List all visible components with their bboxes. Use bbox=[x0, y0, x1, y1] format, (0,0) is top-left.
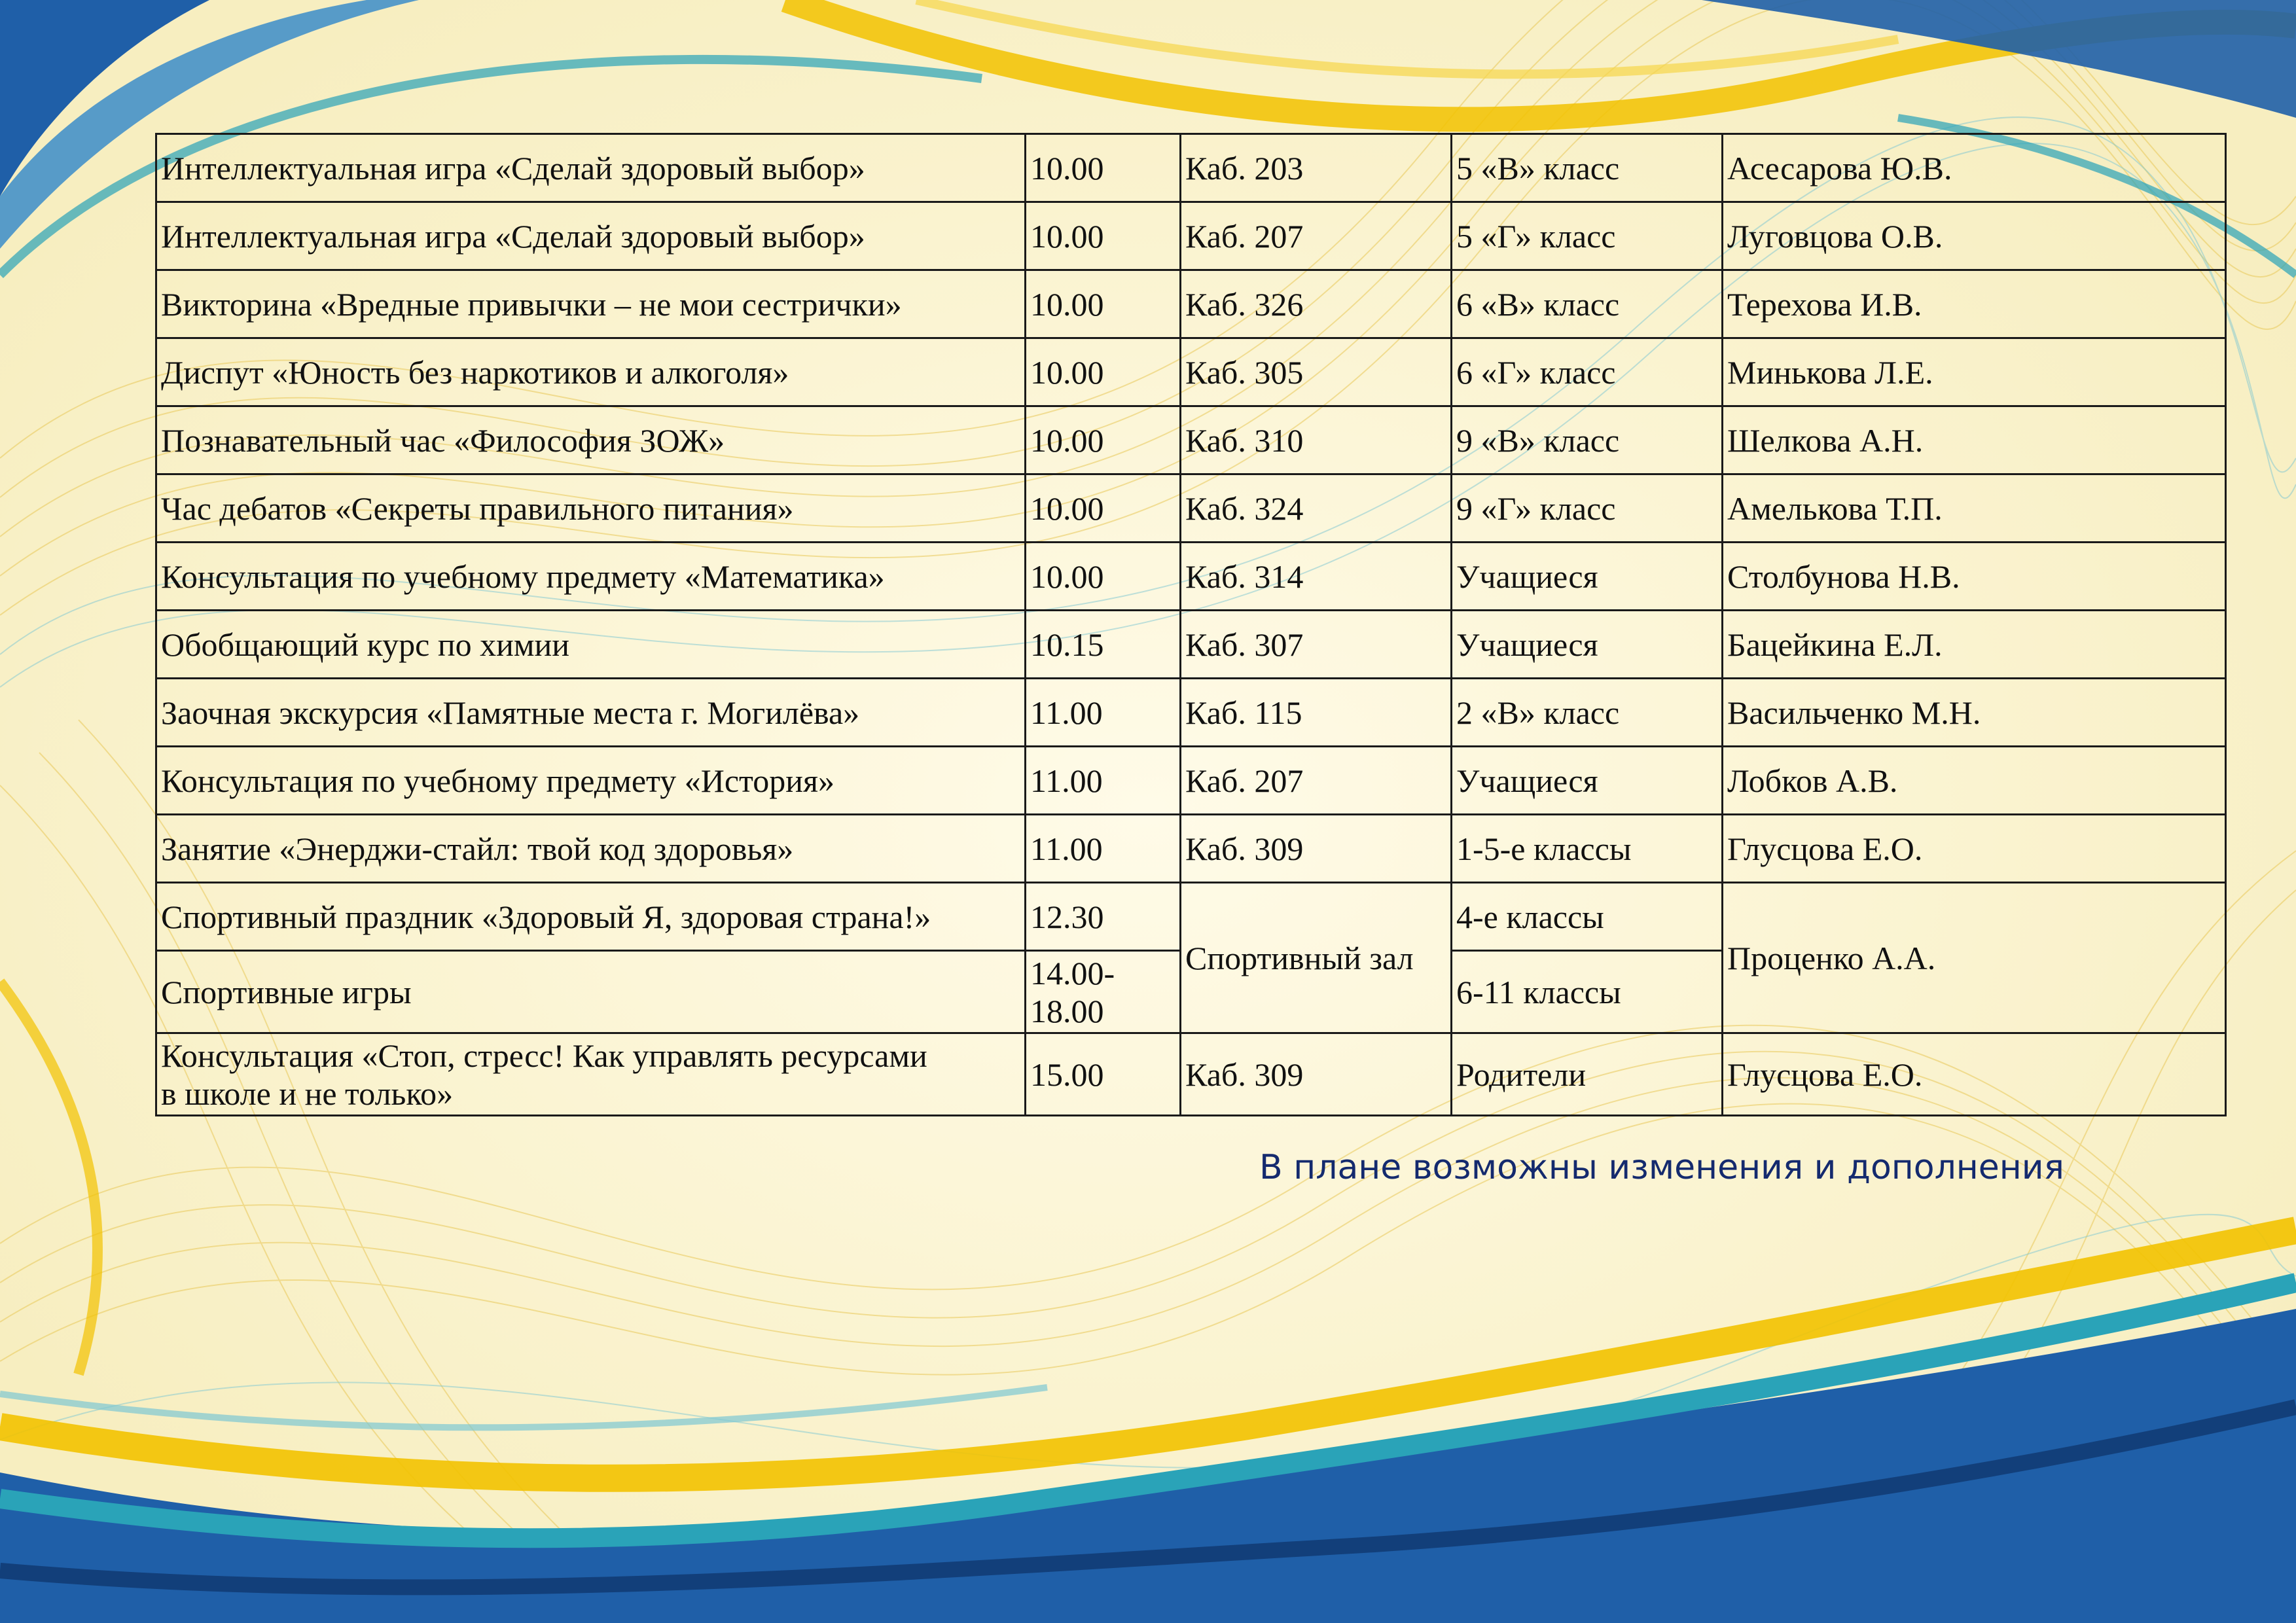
event-cell: Викторина «Вредные привычки – не мои сестрички» bbox=[156, 270, 1026, 338]
audience-cell: Учащиеся bbox=[1452, 747, 1723, 815]
table-row bbox=[156, 883, 2226, 951]
time-cell: 15.00 bbox=[1026, 1033, 1181, 1116]
responsible-cell: Васильченко М.Н. bbox=[1723, 679, 2226, 747]
audience-cell: 4-е классы bbox=[1452, 883, 1723, 951]
responsible-cell: Асесарова Ю.В. bbox=[1723, 134, 2226, 202]
table-row bbox=[156, 747, 2226, 815]
responsible-cell: Глусцова Е.О. bbox=[1723, 815, 2226, 883]
event-line: в школе и не только» bbox=[161, 1075, 454, 1112]
place-cell: Спортивный зал bbox=[1181, 883, 1452, 1033]
responsible-cell: Амелькова Т.П. bbox=[1723, 474, 2226, 543]
place-cell: Каб. 207 bbox=[1181, 747, 1452, 815]
responsible-cell: Луговцова О.В. bbox=[1723, 202, 2226, 270]
time-cell: 10.00 bbox=[1026, 406, 1181, 474]
time-cell: 12.30 bbox=[1026, 883, 1181, 951]
time-cell: 10.00 bbox=[1026, 338, 1181, 406]
place-cell: Каб. 326 bbox=[1181, 270, 1452, 338]
event-cell: Час дебатов «Секреты правильного питания» bbox=[156, 474, 1026, 543]
audience-cell: Учащиеся bbox=[1452, 543, 1723, 611]
schedule-table bbox=[155, 133, 2227, 1116]
event-cell: Консультация по учебному предмету «История» bbox=[156, 747, 1026, 815]
audience-cell: 2 «В» класс bbox=[1452, 679, 1723, 747]
table-row bbox=[156, 338, 2226, 406]
responsible-cell: Бацейкина Е.Л. bbox=[1723, 611, 2226, 679]
time-cell: 10.00 bbox=[1026, 474, 1181, 543]
time-cell: 11.00 bbox=[1026, 747, 1181, 815]
audience-cell: 5 «В» класс bbox=[1452, 134, 1723, 202]
event-cell: Спортивный праздник «Здоровый Я, здоровая страна!» bbox=[156, 883, 1026, 951]
table-row bbox=[156, 202, 2226, 270]
event-cell: Спортивные игры bbox=[156, 951, 1026, 1033]
time-cell bbox=[1026, 951, 1181, 1033]
table-row bbox=[156, 543, 2226, 611]
event-cell: Диспут «Юность без наркотиков и алкоголя» bbox=[156, 338, 1026, 406]
time-start: 14.00- bbox=[1030, 954, 1115, 991]
table-row bbox=[156, 611, 2226, 679]
event-cell: Занятие «Энерджи-стайл: твой код здоровья» bbox=[156, 815, 1026, 883]
audience-cell: Родители bbox=[1452, 1033, 1723, 1116]
event-line: Консультация «Стоп, стресс! Как управлять ресурсами bbox=[161, 1037, 927, 1074]
table-row bbox=[156, 815, 2226, 883]
event-cell: Консультация по учебному предмету «Математика» bbox=[156, 543, 1026, 611]
responsible-cell: Столбунова Н.В. bbox=[1723, 543, 2226, 611]
time-cell: 10.00 bbox=[1026, 270, 1181, 338]
place-cell: Каб. 309 bbox=[1181, 815, 1452, 883]
table-row bbox=[156, 1033, 2226, 1116]
time-cell: 11.00 bbox=[1026, 679, 1181, 747]
audience-cell: 9 «В» класс bbox=[1452, 406, 1723, 474]
time-cell: 10.00 bbox=[1026, 202, 1181, 270]
changes-note: В плане возможны изменения и дополнения bbox=[1259, 1148, 2064, 1187]
place-cell: Каб. 305 bbox=[1181, 338, 1452, 406]
place-cell: Каб. 309 bbox=[1181, 1033, 1452, 1116]
audience-cell: Учащиеся bbox=[1452, 611, 1723, 679]
time-cell: 10.00 bbox=[1026, 134, 1181, 202]
responsible-cell: Терехова И.В. bbox=[1723, 270, 2226, 338]
event-cell: Интеллектуальная игра «Сделай здоровый выбор» bbox=[156, 134, 1026, 202]
responsible-cell: Минькова Л.Е. bbox=[1723, 338, 2226, 406]
audience-cell: 6-11 классы bbox=[1452, 951, 1723, 1033]
place-cell: Каб. 324 bbox=[1181, 474, 1452, 543]
time-end: 18.00 bbox=[1030, 992, 1104, 1029]
place-cell: Каб. 115 bbox=[1181, 679, 1452, 747]
responsible-cell: Лобков А.В. bbox=[1723, 747, 2226, 815]
responsible-cell: Проценко А.А. bbox=[1723, 883, 2226, 1033]
table-row bbox=[156, 134, 2226, 202]
audience-cell: 1-5-е классы bbox=[1452, 815, 1723, 883]
time-cell: 10.00 bbox=[1026, 543, 1181, 611]
event-cell: Заочная экскурсия «Памятные места г. Могилёва» bbox=[156, 679, 1026, 747]
place-cell: Каб. 314 bbox=[1181, 543, 1452, 611]
place-cell: Каб. 310 bbox=[1181, 406, 1452, 474]
event-cell: Познавательный час «Философия ЗОЖ» bbox=[156, 406, 1026, 474]
table-row bbox=[156, 270, 2226, 338]
event-cell: Обобщающий курс по химии bbox=[156, 611, 1026, 679]
responsible-cell: Глусцова Е.О. bbox=[1723, 1033, 2226, 1116]
responsible-cell: Шелкова А.Н. bbox=[1723, 406, 2226, 474]
place-cell: Каб. 203 bbox=[1181, 134, 1452, 202]
audience-cell: 6 «В» класс bbox=[1452, 270, 1723, 338]
event-cell bbox=[156, 1033, 1026, 1116]
audience-cell: 5 «Г» класс bbox=[1452, 202, 1723, 270]
place-cell: Каб. 207 bbox=[1181, 202, 1452, 270]
table-row bbox=[156, 406, 2226, 474]
audience-cell: 9 «Г» класс bbox=[1452, 474, 1723, 543]
audience-cell: 6 «Г» класс bbox=[1452, 338, 1723, 406]
time-cell: 11.00 bbox=[1026, 815, 1181, 883]
place-cell: Каб. 307 bbox=[1181, 611, 1452, 679]
table-row bbox=[156, 679, 2226, 747]
table-row bbox=[156, 474, 2226, 543]
event-cell: Интеллектуальная игра «Сделай здоровый выбор» bbox=[156, 202, 1026, 270]
time-cell: 10.15 bbox=[1026, 611, 1181, 679]
